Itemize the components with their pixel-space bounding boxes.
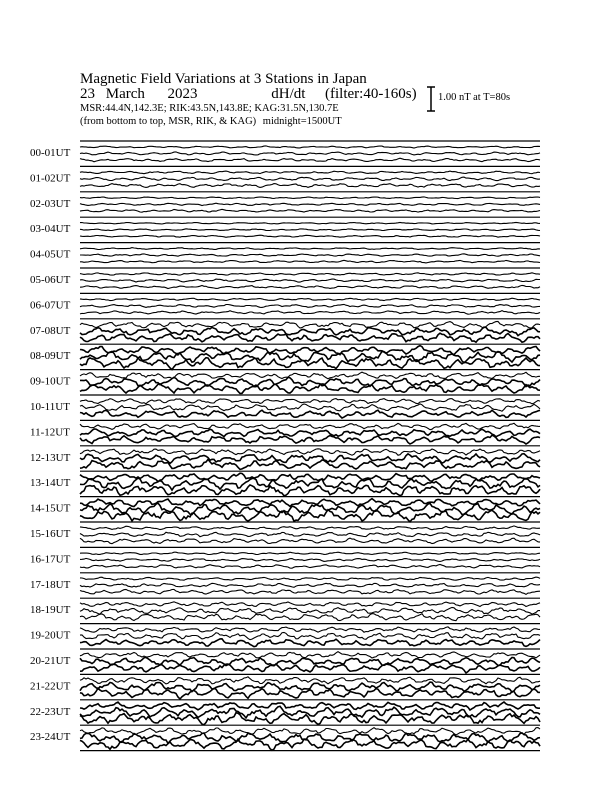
trace-RIK — [80, 351, 540, 362]
row-label: 09-10UT — [30, 375, 71, 388]
trace-MSR — [80, 184, 540, 188]
trace-MSR — [80, 614, 540, 621]
row-01-02UT — [30, 166, 540, 187]
trace-MSR — [80, 565, 540, 569]
trace-KAG — [80, 627, 540, 632]
trace-KAG — [80, 499, 540, 507]
midnight-note: midnight=1500UT — [262, 116, 342, 127]
row-label: 19-20UT — [30, 629, 71, 642]
row-label: 23-24UT — [30, 731, 71, 744]
row-label: 13-14UT — [30, 477, 71, 490]
row-21-22UT — [30, 674, 540, 699]
row-11-12UT — [30, 420, 540, 444]
trace-KAG — [80, 728, 540, 735]
row-02-03UT — [30, 192, 540, 212]
row-10-11UT — [30, 395, 540, 418]
trace-MSR — [80, 510, 540, 522]
row-label: 01-02UT — [30, 172, 71, 185]
row-label: 08-09UT — [30, 350, 71, 363]
row-label: 03-04UT — [30, 223, 71, 236]
row-label: 17-18UT — [30, 578, 71, 591]
trace-RIK — [80, 377, 540, 386]
date-day: 23 — [80, 86, 95, 102]
row-05-06UT — [30, 268, 540, 289]
trace-RIK — [80, 304, 540, 307]
trace-MSR — [80, 311, 540, 315]
trace-RIK — [80, 558, 540, 561]
trace-RIK — [80, 203, 540, 205]
row-label: 14-15UT — [30, 502, 71, 515]
trace-KAG — [80, 652, 540, 658]
trace-KAG — [80, 399, 540, 404]
row-07-08UT — [30, 319, 540, 342]
trace-MSR — [80, 664, 540, 673]
trace-RIK — [80, 607, 540, 614]
row-16-17UT — [30, 547, 540, 568]
trace-MSR — [80, 384, 540, 394]
trace-RIK — [80, 229, 540, 231]
trace-KAG — [80, 248, 540, 250]
row-13-14UT — [30, 471, 540, 496]
row-label: 18-19UT — [30, 604, 71, 617]
row-label: 10-11UT — [30, 401, 70, 413]
trace-RIK — [80, 478, 540, 490]
trace-MSR — [80, 459, 540, 469]
trace-RIK — [80, 177, 540, 181]
trace-KAG — [80, 321, 540, 328]
scale-bar — [427, 87, 435, 111]
trace-RIK — [80, 429, 540, 437]
row-15-16UT — [30, 522, 540, 544]
trace-RIK — [80, 632, 540, 639]
trace-MSR — [80, 410, 540, 418]
row-label: 04-05UT — [30, 248, 71, 261]
row-label: 12-13UT — [30, 451, 71, 464]
trace-RIK — [80, 657, 540, 665]
trace-RIK — [80, 279, 540, 282]
quantity-label: dH/dt — [271, 86, 306, 102]
trace-KAG — [80, 298, 540, 300]
trace-RIK — [80, 152, 540, 155]
order-note: (from bottom to top, MSR, RIK, & KAG) — [80, 116, 257, 127]
trace-MSR — [80, 739, 540, 750]
trace-MSR — [80, 235, 540, 237]
row-label: 22-23UT — [30, 705, 71, 718]
row-label: 07-08UT — [30, 324, 71, 337]
date-year: 2023 — [167, 86, 198, 102]
trace-KAG — [80, 552, 540, 554]
row-14-15UT — [30, 497, 540, 522]
trace-KAG — [80, 171, 540, 174]
row-label: 21-22UT — [30, 680, 71, 693]
trace-KAG — [80, 577, 540, 580]
trace-KAG — [80, 473, 540, 481]
row-label: 20-21UT — [30, 655, 71, 667]
trace-MSR — [80, 485, 540, 496]
row-06-07UT — [30, 293, 540, 314]
row-04-05UT — [30, 243, 540, 263]
scale-label: 1.00 nT at T=80s — [438, 92, 511, 103]
trace-RIK — [80, 454, 540, 464]
trace-KAG — [80, 273, 540, 275]
trace-MSR — [80, 639, 540, 647]
chart-title: Magnetic Field Variations at 3 Stations in Japan — [80, 71, 367, 87]
trace-KAG — [80, 146, 540, 148]
trace-KAG — [80, 602, 540, 607]
row-label: 00-01UT — [30, 147, 71, 159]
row-label: 02-03UT — [30, 197, 71, 210]
row-03-04UT — [30, 217, 540, 237]
trace-KAG — [80, 372, 540, 379]
trace-RIK — [80, 404, 540, 411]
row-23-24UT — [30, 725, 540, 750]
trace-KAG — [80, 346, 540, 355]
trace-RIK — [80, 327, 540, 336]
row-17-18UT — [30, 573, 540, 595]
row-label: 16-17UT — [30, 553, 71, 566]
filter-label: (filter:40-160s) — [325, 86, 417, 102]
date-month: March — [105, 86, 145, 102]
trace-RIK — [80, 532, 540, 536]
row-09-10UT — [30, 370, 540, 394]
row-label: 15-16UT — [30, 528, 71, 540]
trace-MSR — [80, 589, 540, 594]
row-22-23UT — [30, 700, 540, 725]
trace-MSR — [80, 285, 540, 288]
trace-KAG — [80, 423, 540, 429]
row-label: 11-12UT — [30, 426, 70, 439]
trace-RIK — [80, 254, 540, 256]
row-19-20UT — [30, 624, 540, 647]
station-coords: MSR:44.4N,142.3E; RIK:43.5N,143.8E; KAG:31.5N,130.7E — [80, 103, 339, 114]
row-label: 05-06UT — [30, 274, 71, 286]
trace-KAG — [80, 222, 540, 224]
trace-MSR — [80, 209, 540, 212]
trace-MSR — [80, 688, 540, 699]
trace-KAG — [80, 526, 540, 530]
trace-KAG — [80, 197, 540, 199]
trace-MSR — [80, 260, 540, 263]
trace-MSR — [80, 538, 540, 544]
trace-KAG — [80, 702, 540, 710]
trace-RIK — [80, 583, 540, 587]
row-12-13UT — [30, 446, 540, 470]
row-label: 06-07UT — [30, 299, 71, 312]
trace-KAG — [80, 677, 540, 684]
trace-MSR — [80, 158, 540, 162]
trace-KAG — [80, 449, 540, 455]
row-08-09UT — [30, 344, 540, 369]
row-18-19UT — [30, 598, 540, 621]
row-20-21UT — [30, 649, 540, 673]
trace-MSR — [80, 435, 540, 444]
row-00-01UT — [30, 141, 540, 162]
